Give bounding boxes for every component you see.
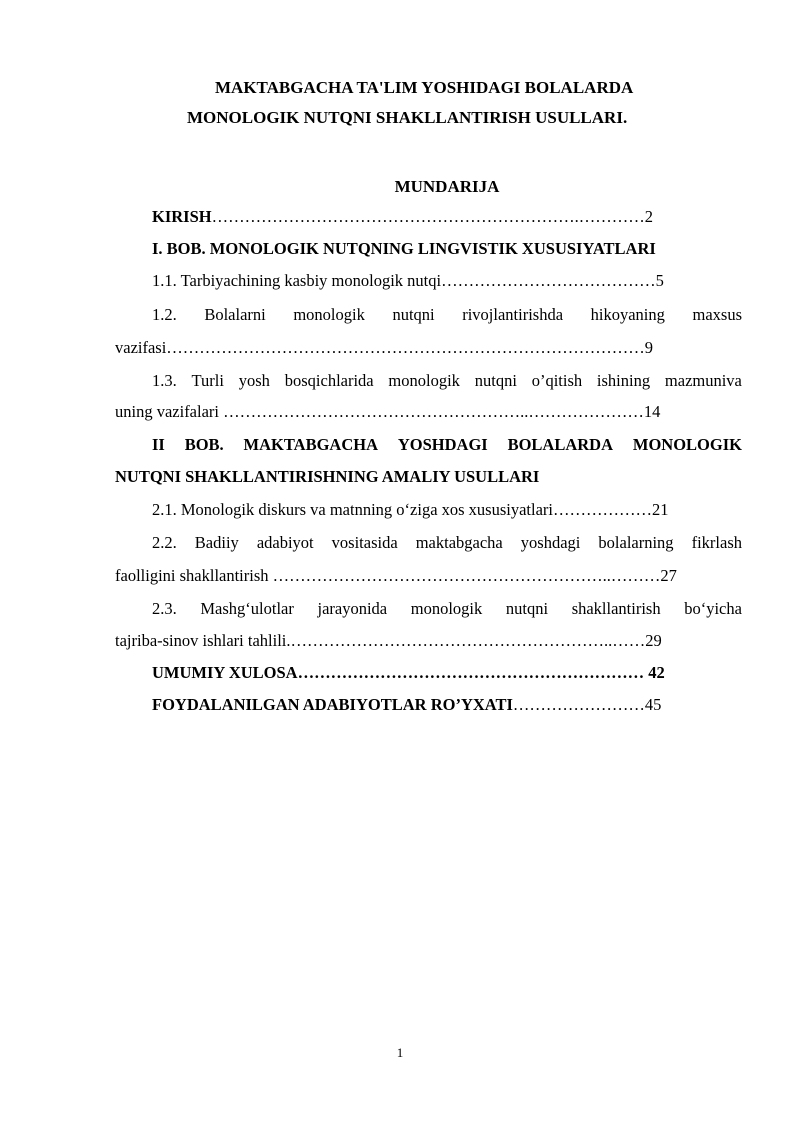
toc-entry-adabiyotlar[interactable]: [152, 697, 661, 714]
toc-word: monologik: [293, 305, 365, 324]
toc-word: Mashg‘ulotlar: [200, 599, 294, 618]
toc-word: hikoyaning: [590, 305, 665, 324]
toc-word: II: [152, 435, 165, 454]
document-title-line-1: MAKTABGACHA TA'LIM YOSHIDAGI BOLALARDA: [215, 78, 634, 97]
toc-word: jarayonida: [317, 599, 388, 618]
toc-word: MONOLOGIK: [632, 435, 742, 454]
toc-chapter-1[interactable]: I. BOB. MONOLOGIK NUTQNING LINGVISTIK XUSUSIYATLARI: [152, 239, 656, 258]
toc-word: o’qitish: [531, 371, 583, 390]
toc-entry-label: FOYDALANILGAN ADABIYOTLAR RO’YXATI: [152, 695, 513, 714]
toc-entry-label: KIRISH: [152, 207, 212, 226]
toc-entry-kirish[interactable]: [152, 209, 653, 226]
toc-word: maktabgacha: [415, 533, 503, 552]
toc-word: 2.2.: [152, 533, 177, 552]
toc-word: 2.3.: [152, 599, 177, 618]
toc-word: rivojlantirishda: [462, 305, 564, 324]
toc-word: nutqni: [474, 371, 517, 390]
toc-chapter-2-line-1[interactable]: [152, 437, 742, 454]
toc-word: maxsus: [692, 305, 742, 324]
toc-word: bolalarning: [598, 533, 674, 552]
toc-section-2-3-line-2[interactable]: tajriba-sinov ishlari tahlili.…………………………………………………..……29: [115, 631, 662, 650]
toc-word: BOB.: [184, 435, 224, 454]
toc-chapter-2-line-2[interactable]: NUTQNI SHAKLLANTIRISHNING AMALIY USULLARI: [115, 467, 540, 486]
toc-word: nutqni: [392, 305, 435, 324]
toc-word: YOSHDAGI: [397, 435, 488, 454]
toc-word: fikrlash: [691, 533, 742, 552]
toc-word: shakllantirish: [571, 599, 661, 618]
toc-word: 1.2.: [152, 305, 177, 324]
toc-section-1-3-line-2[interactable]: uning vazifalari ………………………………………………..…………………14: [115, 402, 661, 421]
toc-word: Bolalarni: [204, 305, 266, 324]
toc-word: nutqni: [505, 599, 549, 618]
toc-word: monologik: [410, 599, 483, 618]
toc-word: monologik: [388, 371, 460, 390]
toc-word: mazmuniva: [664, 371, 742, 390]
toc-section-1-2-line-2[interactable]: vazifasi……………………………………………………………………………9: [115, 338, 654, 357]
toc-entry-leader: ……………………………………………………… 42: [297, 663, 665, 682]
toc-word: bo‘yicha: [684, 599, 742, 618]
toc-word: adabiyot: [256, 533, 314, 552]
toc-section-1-1[interactable]: 1.1. Tarbiyachining kasbiy monologik nutqi…………………………………5: [152, 271, 664, 290]
toc-word: BOLALARDA: [507, 435, 614, 454]
toc-word: yosh: [238, 371, 270, 390]
contents-heading: MUNDARIJA: [394, 177, 500, 196]
toc-section-1-2-line-1[interactable]: [152, 307, 742, 324]
toc-entry-leader: ……………………45: [512, 695, 662, 714]
toc-section-2-3-line-1[interactable]: [152, 601, 742, 618]
toc-word: Turli: [191, 371, 224, 390]
toc-word: 1.3.: [152, 371, 177, 390]
toc-word: vositasida: [331, 533, 398, 552]
toc-word: ishining: [596, 371, 651, 390]
toc-section-2-1[interactable]: 2.1. Monologik diskurs va matnning o‘ziga xos xususiyatlari………………21: [152, 500, 669, 519]
toc-section-2-2-line-1[interactable]: [152, 535, 742, 552]
toc-word: Badiiy: [194, 533, 239, 552]
toc-entry-xulosa[interactable]: [152, 665, 665, 682]
toc-word: bosqichlarida: [284, 371, 374, 390]
document-title-line-2: MONOLOGIK NUTQNI SHAKLLANTIRISH USULLARI.: [187, 108, 628, 127]
toc-entry-label: UMUMIY XULOSA: [152, 663, 298, 682]
toc-entry-leader: ………………………………………………………….…………2: [211, 207, 653, 226]
toc-word: MAKTABGACHA: [243, 435, 378, 454]
toc-section-2-2-line-2[interactable]: faolligini shakllantirish ……………………………………………………..………27: [115, 566, 677, 585]
page-number: 1: [396, 1045, 404, 1060]
toc-word: yoshdagi: [520, 533, 581, 552]
toc-section-1-3-line-1[interactable]: [152, 373, 742, 390]
